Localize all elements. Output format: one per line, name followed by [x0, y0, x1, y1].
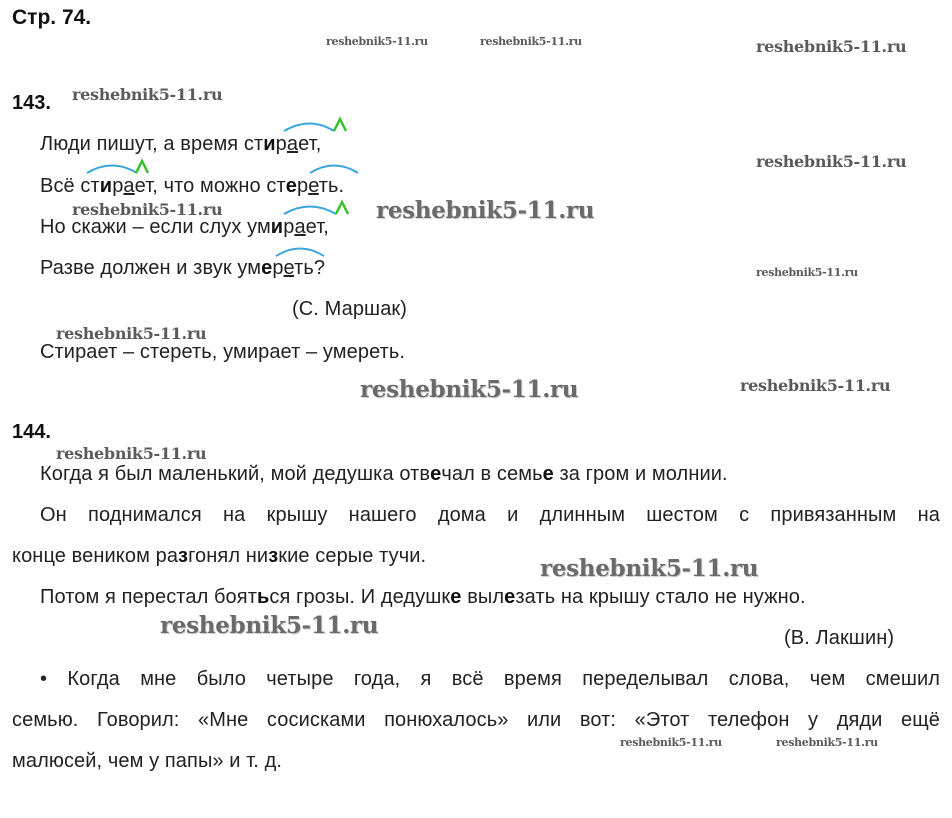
stress-mark-icon	[136, 161, 148, 173]
paragraph-2-line-1: Он поднимался на крышу нашего дома и длинным шестом с привязанным на	[40, 504, 940, 526]
watermark: reshebnik5-11.ru	[72, 200, 223, 219]
note-line-3: малюсей, чем у папы» и т. д.	[12, 750, 283, 772]
watermark: reshebnik5-11.ru	[776, 736, 878, 749]
watermark: reshebnik5-11.ru	[756, 37, 907, 56]
watermark: reshebnik5-11.ru	[540, 555, 759, 582]
watermark: reshebnik5-11.ru	[480, 35, 582, 48]
watermark: reshebnik5-11.ru	[160, 612, 379, 639]
watermark: reshebnik5-11.ru	[756, 152, 907, 171]
watermark: reshebnik5-11.ru	[376, 197, 595, 224]
watermark: reshebnik5-11.ru	[72, 85, 223, 104]
note-line-1: • Когда мне было четыре года, я всё время переделывал слова, чем смешил	[40, 668, 940, 690]
watermark: reshebnik5-11.ru	[620, 736, 722, 749]
note-line-2: семью. Говорил: «Мне сосисками понюхалось» или вот: «Этот телефон у дяди ещё	[12, 709, 940, 731]
root-arc	[284, 124, 334, 132]
root-arc	[284, 207, 336, 215]
watermark: reshebnik5-11.ru	[56, 324, 207, 343]
poem-line-2: Всё стирает, что можно стереть.	[40, 175, 345, 197]
watermark: reshebnik5-11.ru	[756, 266, 858, 279]
root-arc	[87, 166, 137, 174]
watermark: reshebnik5-11.ru	[360, 376, 579, 403]
stress-mark-icon	[336, 202, 348, 214]
root-arc	[276, 249, 324, 257]
watermark: reshebnik5-11.ru	[740, 376, 891, 395]
text-author: (В. Лакшин)	[784, 627, 895, 649]
paragraph-3: Потом я перестал бояться грозы. И дедушке вылезать на крышу стало не нужно.	[40, 586, 806, 608]
exercise-number: 144.	[12, 421, 51, 443]
paragraph-1: Когда я был маленький, мой дедушка отвечал в семье за гром и молнии.	[40, 463, 728, 485]
paragraph-2-line-2: конце веником разгонял низкие серые тучи.	[12, 545, 427, 567]
poem-line-1: Люди пишут, а время стирает,	[40, 133, 322, 155]
watermark: reshebnik5-11.ru	[56, 444, 207, 463]
poem-author: (С. Маршак)	[292, 298, 408, 320]
answer-line: Стирает – стереть, умирает – умереть.	[40, 341, 406, 363]
page-header: Стр. 74.	[12, 6, 92, 29]
watermark: reshebnik5-11.ru	[326, 35, 428, 48]
poem-line-3: Но скажи – если слух умирает,	[40, 216, 329, 238]
stress-mark-icon	[334, 119, 346, 131]
poem-line-4: Разве должен и звук умереть?	[40, 257, 326, 279]
root-arc	[310, 166, 358, 174]
exercise-number: 143.	[12, 92, 51, 114]
